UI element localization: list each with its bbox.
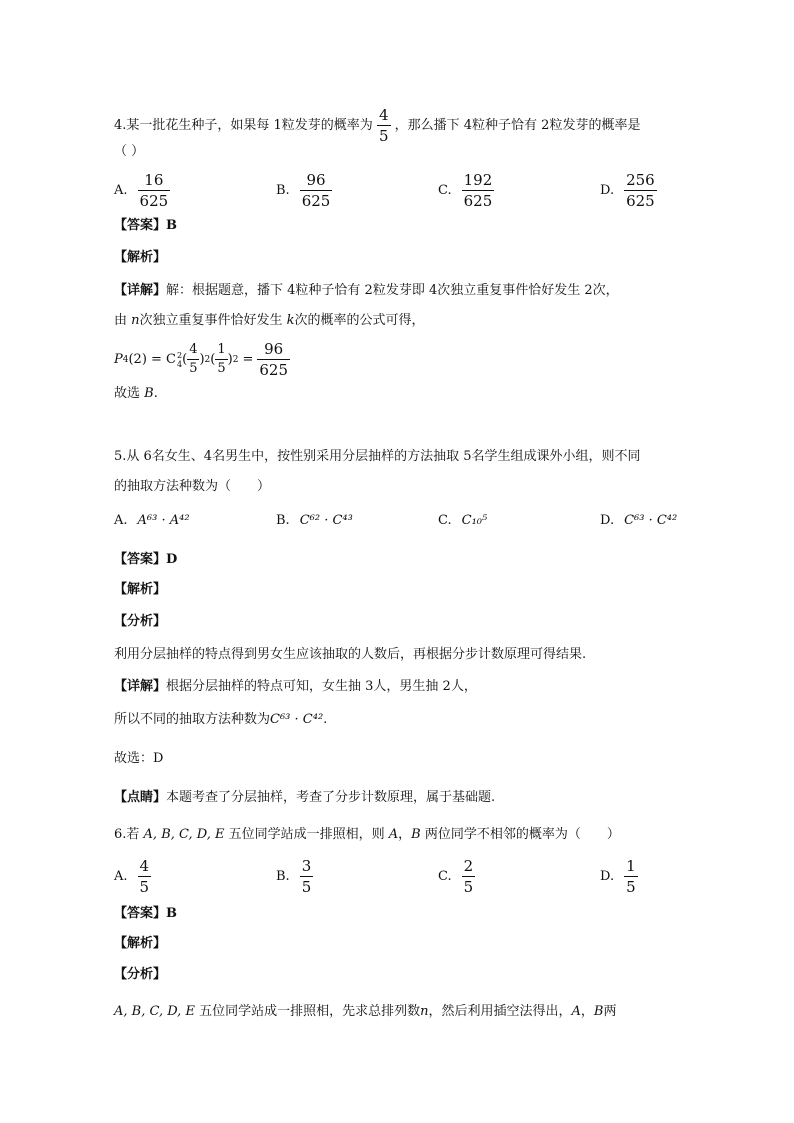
q5-answer: 【答案】D bbox=[114, 552, 178, 567]
q6-option-a: A. $\frac{4}{5}$ bbox=[114, 857, 150, 896]
q4-analysis-heading: 【解析】 bbox=[114, 250, 167, 265]
q5-detail-2: 所以不同的抽取方法种数为C⁶³ · C⁴². bbox=[114, 712, 328, 727]
q5-option-d: D. C⁶³ · C⁴² bbox=[600, 513, 678, 528]
q4-detail-1: 【详解】解：根据题意，播下 4粒种子恰有 2粒发芽即 4次独立重复事件恰好发生 2次， bbox=[114, 283, 619, 298]
q4-option-a: A. $\frac{16}{625}$ bbox=[114, 171, 169, 210]
q5-analysis-heading: 【解析】 bbox=[114, 582, 167, 597]
q6-analysis-heading: 【解析】 bbox=[114, 936, 167, 951]
q4-option-c: C. $\frac{192}{625}$ bbox=[438, 171, 493, 210]
q5-fenxi-text: 利用分层抽样的特点得到男女生应该抽取的人数后，再根据分步计数原理可得结果. bbox=[114, 647, 587, 662]
q6-option-c: C. $\frac{2}{5}$ bbox=[438, 857, 474, 896]
q5-dianjing: 【点睛】本题考查了分层抽样，考查了分步计数原理，属于基础题. bbox=[114, 790, 496, 805]
q4-conclusion: 故选 B. bbox=[114, 386, 158, 401]
q4-detail-2: 由 n次独立重复事件恰好发生 k次的概率的公式可得， bbox=[114, 313, 425, 328]
q4-stem: 4.某一批花生种子，如果每 1粒发芽的概率为 $\frac{4}{5}$ ，那么播下 4粒种子恰有 2粒发芽的概率是 bbox=[114, 106, 641, 145]
q6-stem: 6.若 A, B, C, D, E 五位同学站成一排照相，则 A，B 两位同学不相邻的概率为（ ） bbox=[114, 827, 620, 842]
q5-detail-1: 【详解】根据分层抽样的特点可知，女生抽 3人，男生抽 2人， bbox=[114, 679, 477, 694]
q5-option-a: A. A⁶³ · A⁴² bbox=[114, 513, 190, 528]
q6-option-b: B. $\frac{3}{5}$ bbox=[276, 857, 312, 896]
q4-paren: （ ） bbox=[114, 144, 145, 159]
q4-option-d: D. $\frac{256}{625}$ bbox=[600, 171, 655, 210]
q6-fenxi-text: A, B, C, D, E 五位同学站成一排照相，先求总排列数n，然后利用插空法得出，A，B两 bbox=[114, 1004, 617, 1019]
q4-answer: 【答案】B bbox=[114, 218, 177, 233]
q6-option-d: D. $\frac{1}{5}$ bbox=[600, 857, 636, 896]
q4-option-b: B. $\frac{96}{625}$ bbox=[276, 171, 331, 210]
q5-conclusion: 故选：D bbox=[114, 751, 164, 766]
q5-stem-2: 的抽取方法种数为（ ） bbox=[114, 479, 271, 494]
q6-answer: 【答案】B bbox=[114, 906, 177, 921]
q4-probability-fraction: $\frac{4}{5}$ bbox=[378, 106, 389, 145]
q5-option-b: B. C⁶² · C⁴³ bbox=[276, 513, 353, 528]
q4-formula: P 4 (2) = C 2 4 ( $\frac{4}{5}$ ) 2 ( $\frac{1}{5}$ ) 2 = $\frac{96}{625}$ bbox=[114, 340, 288, 379]
q5-option-c: C. C₁₀⁵ bbox=[438, 513, 488, 528]
q5-fenxi-heading: 【分析】 bbox=[114, 614, 167, 629]
q5-stem-1: 5.从 6名女生、4名男生中，按性别采用分层抽样的方法抽取 5名学生组成课外小组，则不同 bbox=[114, 449, 641, 464]
q6-fenxi-heading: 【分析】 bbox=[114, 967, 167, 982]
